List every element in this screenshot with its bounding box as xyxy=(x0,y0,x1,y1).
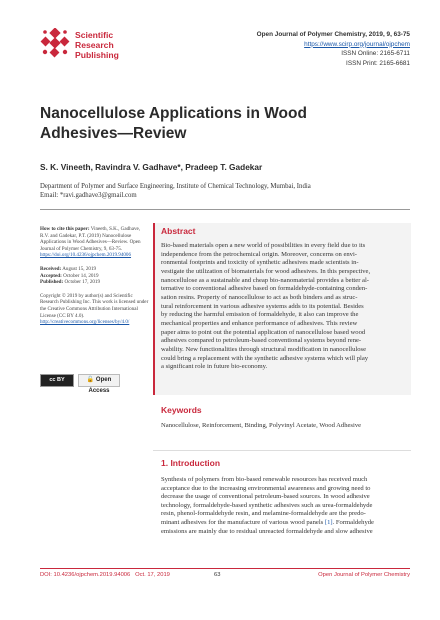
received-date: August 15, 2019 xyxy=(62,265,97,272)
license-link[interactable]: http://creativecommons.org/licenses/by/4.0/ xyxy=(40,319,130,326)
abstract-text xyxy=(161,242,406,372)
header-divider xyxy=(40,209,410,210)
published-date: October 17, 2019 xyxy=(64,279,101,286)
intro-line xyxy=(161,519,406,528)
published-label: Published: xyxy=(40,279,64,286)
abstract-line: sation resins. Property of nanocellulose to act as both binders and as struc- xyxy=(161,293,358,301)
journal-title: Open Journal of Polymer Chemistry, 2019, 9, 63-75 xyxy=(256,31,410,38)
citation-block xyxy=(40,226,150,259)
title-line: Adhesives—Review xyxy=(40,125,187,142)
publisher-line: Scientific xyxy=(75,30,114,40)
abstract-line: ternative to conventional adhesive based on formaldehyde-containing conden- xyxy=(161,285,368,293)
abstract-line: by reducing the harmful emission of formaldehyde, it also can improve the xyxy=(161,311,359,319)
journal-info xyxy=(257,30,410,68)
intro-line: emissions are mainly due to residual unreacted formaldehyde and slow adhesive xyxy=(161,527,373,535)
intro-line-text: minant adhesives for the manufacture of various wood panels xyxy=(161,518,324,526)
footer-doi xyxy=(40,572,170,578)
intro-line-tail: . Formaldehyde xyxy=(332,518,374,526)
authors: S. K. Vineeth, Ravindra V. Gadhave*, Pradeep T. Gadekar xyxy=(40,162,263,172)
received-label: Received: xyxy=(40,265,62,272)
abstract-accent-bar xyxy=(153,223,155,395)
intro-line: acceptance due to the increasing environmental awareness and growing need to xyxy=(161,484,371,492)
cite-text: Vineeth, S.K., Gadhave, R.V. and Gadekar, P.T. (2019) Nanocellulose Applications in Wood Adhesives—Review. Open Journal of Polymer Chemistry, 9, 63-75. xyxy=(40,226,141,252)
copyright-block xyxy=(40,293,150,326)
keywords-heading: Keywords xyxy=(161,405,202,415)
introduction-heading: 1. Introduction xyxy=(161,458,221,468)
accepted-date: October 14, 2019 xyxy=(63,272,99,279)
abstract-line: vestigate the utilization of biomaterials for wood adhesives. In this perspective, xyxy=(161,267,371,275)
publisher-line: Publishing xyxy=(75,50,119,60)
abstract-line: adhesives compared to petroleum-based conventional systems beyond rene- xyxy=(161,337,362,345)
journal-url-link[interactable]: https://www.scirp.org/journal/ojpchem xyxy=(304,40,410,48)
affiliation: Department of Polymer and Surface Engineering, Institute of Chemical Technology, Mumbai, India xyxy=(40,183,311,190)
intro-line: Synthesis of polymers from bio-based renewable resources has received much xyxy=(161,476,368,483)
copyright-text: Copyright © 2019 by author(s) and Scientific Research Publishing Inc. This work is licensed under the Creative Commons Attribution International License (CC BY 4.0). xyxy=(40,292,149,319)
abstract-line: wability. New functionalities through structural modification in nanocellulose xyxy=(161,345,367,353)
intro-line: resin, phenol-formaldehyde resin, and melamine-formaldehyde are the predo- xyxy=(161,510,366,518)
abstract-line: tural reinforcement in various adhesive systems adds to its potential. Besides xyxy=(161,302,364,310)
abstract-line: ronmental footprints and toxicity of synthetic adhesives made scientists in- xyxy=(161,259,359,267)
abstract-line: nanocellulose as a sustainable and cheap bio-nanomaterial provides a better al- xyxy=(161,276,369,284)
abstract-line: paper aims to point out the potential application of nanocellulose based wood xyxy=(161,328,366,336)
open-access-label: Open Access xyxy=(88,377,112,394)
issn-online: ISSN Online: 2165-6711 xyxy=(341,50,410,58)
intro-line: technology, formaldehyde-based synthetic adhesives such as urea-formaldehyde xyxy=(161,501,373,509)
article-title xyxy=(40,104,370,144)
footer-journal: Open Journal of Polymer Chemistry xyxy=(318,572,410,578)
publisher-name xyxy=(75,30,119,60)
abstract-heading: Abstract xyxy=(161,226,196,236)
dates-block xyxy=(40,266,150,286)
abstract-line: could bring a replacement with the synthetic adhesive systems which will play xyxy=(161,354,369,362)
abstract-line: independence from the petrochemical origin. Moreover, concerns on envi- xyxy=(161,250,358,258)
license-badges xyxy=(40,374,120,394)
accepted-label: Accepted: xyxy=(40,272,62,279)
open-access-lock-icon: 🔓 xyxy=(86,377,95,383)
issn-print: ISSN Print: 2165-6681 xyxy=(346,59,410,67)
cc-by-badge[interactable]: cc BY xyxy=(40,374,74,387)
title-line: Nanocellulose Applications in Wood xyxy=(40,105,307,122)
abstract-line: a significant role in future bio-economy. xyxy=(161,363,268,371)
abstract-line: Bio-based materials open a new world of possibilities in every field due to its xyxy=(161,242,366,249)
keywords-text: Nanocellulose, Reinforcement, Binding, Polyvinyl Acetate, Wood Adhesive xyxy=(161,422,362,429)
affiliation-block xyxy=(40,182,311,200)
footer-date: Oct. 17, 2019 xyxy=(135,572,170,578)
introduction-text xyxy=(161,476,406,536)
page-number: 63 xyxy=(214,572,221,578)
intro-line: decrease the usage of conventional petroleum-based sources. In wood adhesive xyxy=(161,493,370,501)
cite-label: How to cite this paper: xyxy=(40,226,90,232)
footer-divider xyxy=(40,568,410,569)
reference-link[interactable]: [1] xyxy=(324,518,333,526)
publisher-logo-icon xyxy=(40,28,70,58)
author-email: Email: *ravi.gadhave3@gmail.com xyxy=(40,192,137,199)
abstract-line: mechanical properties and enhance performance of adhesives. This review xyxy=(161,319,358,327)
cite-doi-link[interactable]: https://doi.org/10.4236/ojpchem.2019.94006 xyxy=(40,252,132,259)
article-sidebar xyxy=(40,226,150,331)
publisher-line: Research xyxy=(75,40,114,50)
footer-doi-text: DOI: 10.4236/ojpchem.2019.94006 xyxy=(40,572,131,578)
open-access-badge xyxy=(78,374,120,394)
